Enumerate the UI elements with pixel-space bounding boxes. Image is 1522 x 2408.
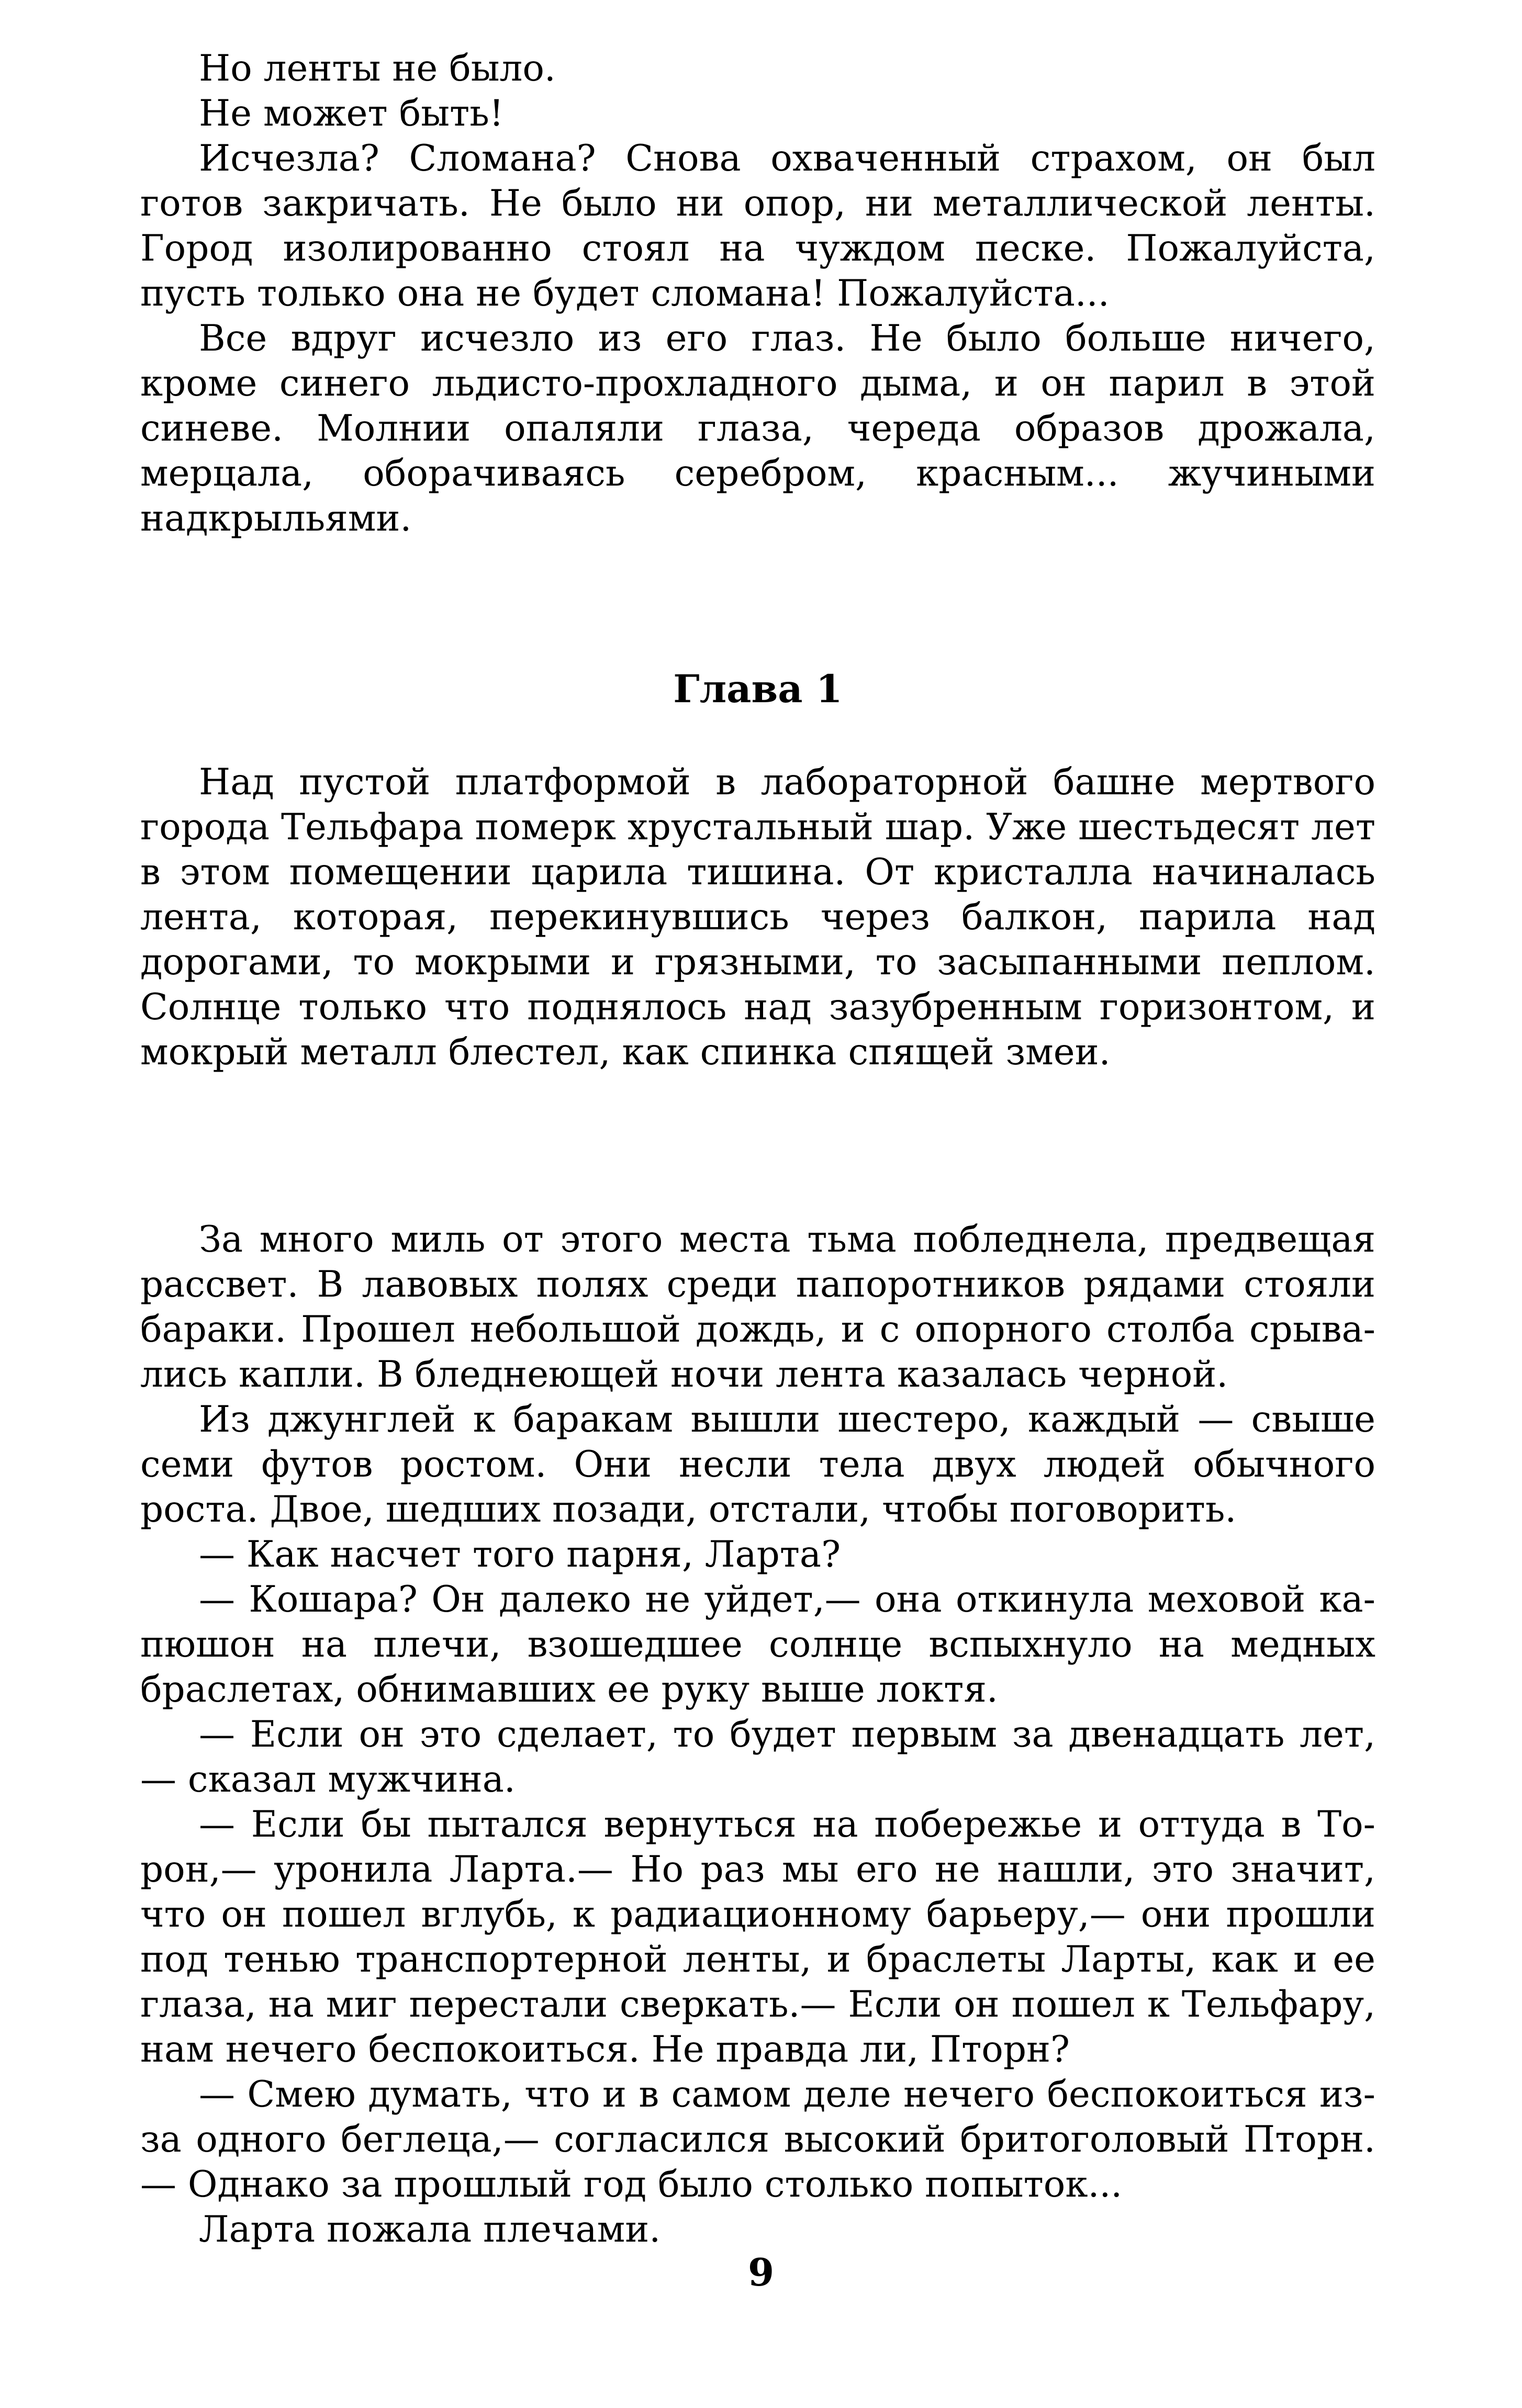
paragraph: За много миль от этого места тьма побледнела, предвещая рассвет. В лавовых полях среди папоротников рядами стояли бараки. Прошел небольшой дождь, и с опорного столба срывались капли. В бледнеющей ночи лента казалась черной.: [140, 1219, 1375, 1396]
dialogue-line: — Если он это сделает, то будет первым за двенадцать лет,— сказал мужчина.: [140, 1714, 1375, 1801]
paragraph: Но ленты не было.: [199, 48, 556, 89]
dialogue-line: — Если бы пытался вернуться на побережье и оттуда в Торон,— уронила Ларта.— Но раз мы его не нашли, это значит, что он пошел вглубь, к радиационному барьеру,— они прошли под тенью транспортерной ленты, и браслеты Ларты, как и ее глаза, на миг перестали сверкать.— Если он пошел к Тельфару, нам нечего беспокоиться. Не правда ли, Пторн?: [140, 1804, 1375, 2071]
paragraph: Все вдруг исчезло из его глаз. Не было больше ничего, кроме синего льдисто-прохладного дыма, и он парил в этой синеве. Молнии опаляли глаза, череда образов дрожала, мерцала, оборачиваясь серебром, красным... жучиными надкрыльями.: [140, 318, 1375, 539]
paragraph: Над пустой платформой в лабораторной башне мертвого города Тельфара померк хрустальный шар. Уже шестьдесят лет в этом помещении царила тишина. От кристалла начиналась лента, которая, перекинувшись через балкон, парила над дорогами, то мокрыми и грязными, то засыпанными пеплом. Солнце только что поднялось над зазубренным горизонтом, и мокрый металл блестел, как спинка спящей змеи.: [140, 761, 1375, 1073]
paragraph: Исчезла? Сломана? Снова охваченный страхом, он был готов закричать. Не было ни опор, ни металлической ленты. Город изолированно стоял на чуждом песке. Пожалуйста, пусть только она не будет сломана! Пожалуйста...: [140, 138, 1375, 314]
dialogue-line: — Смею думать, что и в самом деле нечего беспокоиться из-за одного беглеца,— согласился высокий бритоголовый Пторн.— Однако за прошлый год было столько попыток...: [140, 2074, 1375, 2206]
paragraph: Из джунглей к баракам вышли шестеро, каждый — свыше семи футов ростом. Они несли тела двух людей обычного роста. Двое, шедших позади, отстали, чтобы поговорить.: [140, 1399, 1375, 1531]
book-page: [140, 46, 1375, 2252]
paragraph: Не может быть!: [199, 93, 504, 134]
page-number: 9: [747, 2250, 775, 2294]
dialogue-line: — Как насчет того парня, Ларта?: [199, 1534, 841, 1576]
section-break: [140, 1075, 1375, 1217]
dialogue-line: — Кошара? Он далеко не уйдет,— она откинула меховой капюшон на плечи, взошедшее солнце вспыхнуло на медных браслетах, обнимавших ее руку выше локтя.: [140, 1579, 1375, 1711]
paragraph: Ларта пожала плечами.: [199, 2209, 661, 2251]
chapter-title: Глава 1: [673, 667, 843, 712]
